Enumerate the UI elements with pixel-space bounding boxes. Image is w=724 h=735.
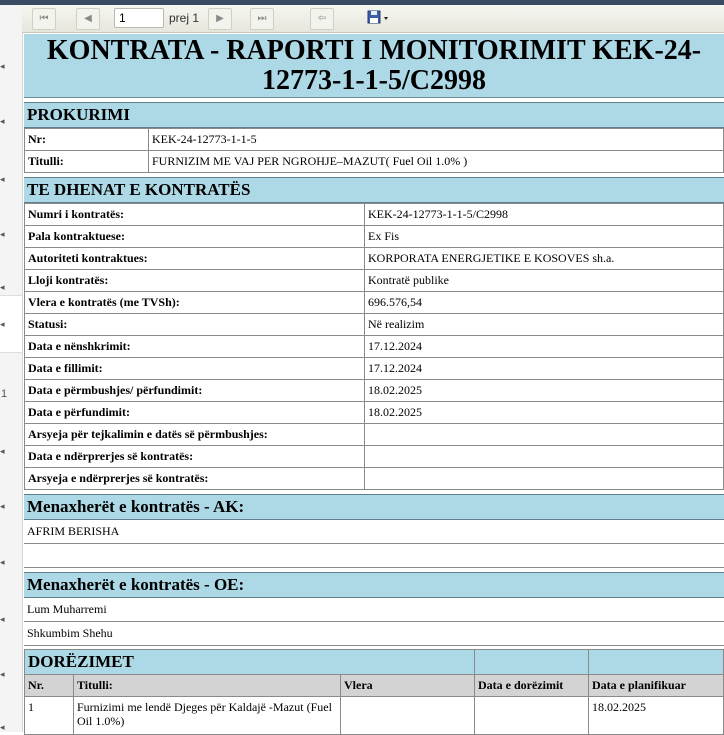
table-cell: 1: [25, 697, 74, 735]
table-row: [25, 226, 724, 248]
field-label: Lloji kontratës:: [25, 270, 365, 292]
table-row: [25, 292, 724, 314]
field-label: Data e ndërprerjes së kontratës:: [25, 446, 365, 468]
collapse-arrow-icon[interactable]: ◂: [0, 230, 5, 240]
table-row: [25, 129, 724, 151]
report-title: KONTRATA - RAPORTI I MONITORIMIT KEK-24-12773-1-1-5/C2998: [24, 34, 724, 98]
manager-name: [24, 544, 724, 568]
column-header: Nr.: [25, 675, 74, 697]
field-label: Numri i kontratës:: [25, 204, 365, 226]
page-count-label: prej 1: [169, 11, 200, 25]
nav-page-marker: 1: [1, 388, 8, 400]
table-row: [25, 336, 724, 358]
collapse-arrow-icon[interactable]: ◂: [0, 62, 5, 72]
column-header: Data e planifikuar: [589, 675, 724, 697]
column-header: Vlera: [341, 675, 475, 697]
table-cell: Furnizimi me lendë Djeges për Kaldajë -Mazut (Fuel Oil 1.0%): [74, 697, 341, 735]
collapse-arrow-icon[interactable]: ◂: [0, 320, 5, 330]
collapse-arrow-icon[interactable]: ◂: [0, 670, 5, 680]
table-row: [25, 650, 724, 675]
field-value: [365, 446, 724, 468]
table-cell: 18.02.2025: [589, 697, 724, 735]
contract-details-table: [24, 203, 724, 490]
procurement-table: [24, 128, 724, 173]
previous-page-button[interactable]: [76, 8, 100, 30]
field-label: Titulli:: [25, 151, 149, 173]
monitoring-report: [24, 34, 724, 735]
table-row: [25, 314, 724, 336]
last-page-icon: ⏭: [257, 13, 267, 24]
column-header: Titulli:: [74, 675, 341, 697]
field-label: Statusi:: [25, 314, 365, 336]
field-value: 18.02.2025: [365, 402, 724, 424]
table-row: [25, 468, 724, 490]
page-number-input[interactable]: 1: [114, 8, 164, 28]
table-row: [25, 446, 724, 468]
collapse-arrow-icon[interactable]: ◂: [0, 117, 5, 127]
table-header-row: [25, 675, 724, 697]
table-row: [25, 424, 724, 446]
export-button[interactable]: [367, 10, 389, 26]
left-navigation-panel: [0, 5, 23, 732]
manager-name: AFRIM BERISHA: [24, 520, 724, 544]
field-label: Vlera e kontratës (me TVSh):: [25, 292, 365, 314]
table-row: [25, 358, 724, 380]
save-disk-icon: [367, 10, 391, 26]
manager-name: Lum Muharremi: [24, 598, 724, 622]
field-value: 17.12.2024: [365, 336, 724, 358]
field-value: Ex Fis: [365, 226, 724, 248]
first-page-icon: ⏮: [39, 13, 49, 24]
field-label: Arsyeja për tejkalimin e datës së përmbushjes:: [25, 424, 365, 446]
collapse-arrow-icon[interactable]: ◂: [0, 502, 5, 512]
collapse-arrow-icon[interactable]: ◂: [0, 723, 5, 733]
last-page-button[interactable]: [250, 8, 274, 30]
field-value: 17.12.2024: [365, 358, 724, 380]
collapse-arrow-icon[interactable]: ◂: [0, 558, 5, 568]
next-page-button[interactable]: [208, 8, 232, 30]
managers-ak-heading: Menaxherët e kontratës - AK:: [24, 494, 724, 520]
field-label: Data e përfundimit:: [25, 402, 365, 424]
first-page-button[interactable]: [32, 8, 56, 30]
field-value: Kontratë publike: [365, 270, 724, 292]
deliveries-heading-cell: [589, 650, 724, 675]
field-value: [365, 468, 724, 490]
table-row: [25, 151, 724, 173]
collapse-arrow-icon[interactable]: ◂: [0, 283, 5, 293]
table-row: [25, 402, 724, 424]
table-row: [25, 697, 724, 735]
table-row: [25, 270, 724, 292]
previous-page-icon: ◀: [84, 13, 92, 24]
field-label: Data e nënshkrimit:: [25, 336, 365, 358]
field-label: Nr:: [25, 129, 149, 151]
field-value: KEK-24-12773-1-1-5: [149, 129, 724, 151]
field-value: KEK-24-12773-1-1-5/C2998: [365, 204, 724, 226]
field-value: KORPORATA ENERGJETIKE E KOSOVES sh.a.: [365, 248, 724, 270]
table-row: [25, 380, 724, 402]
field-value: FURNIZIM ME VAJ PER NGROHJE–MAZUT( Fuel Oil 1.0% ): [149, 151, 724, 173]
column-header: Data e dorëzimit: [475, 675, 589, 697]
deliveries-heading: DORËZIMET: [25, 650, 475, 675]
next-page-icon: ▶: [216, 13, 224, 24]
back-arrow-icon: ⇦: [317, 13, 327, 24]
deliveries-heading-cell: [475, 650, 589, 675]
field-label: Autoriteti kontraktues:: [25, 248, 365, 270]
field-value: Në realizim: [365, 314, 724, 336]
field-value: 18.02.2025: [365, 380, 724, 402]
deliveries-table: [24, 649, 724, 735]
table-cell: [341, 697, 475, 735]
field-label: Data e fillimit:: [25, 358, 365, 380]
field-label: Data e përmbushjes/ përfundimit:: [25, 380, 365, 402]
collapse-arrow-icon[interactable]: ◂: [0, 175, 5, 185]
table-row: [25, 204, 724, 226]
field-label: Arsyeja e ndërprerjes së kontratës:: [25, 468, 365, 490]
procurement-section-heading: PROKURIMI: [24, 102, 724, 128]
table-cell: [475, 697, 589, 735]
field-value: [365, 424, 724, 446]
contract-section-heading: TE DHENAT E KONTRATËS: [24, 177, 724, 203]
field-label: Pala kontraktuese:: [25, 226, 365, 248]
collapse-arrow-icon[interactable]: ◂: [0, 615, 5, 625]
manager-name: Shkumbim Shehu: [24, 622, 724, 646]
table-row: [25, 248, 724, 270]
field-value: 696.576,54: [365, 292, 724, 314]
collapse-arrow-icon[interactable]: ◂: [0, 447, 5, 457]
report-viewer-toolbar: [22, 5, 724, 33]
back-button[interactable]: [310, 8, 334, 30]
managers-oe-heading: Menaxherët e kontratës - OE:: [24, 572, 724, 598]
